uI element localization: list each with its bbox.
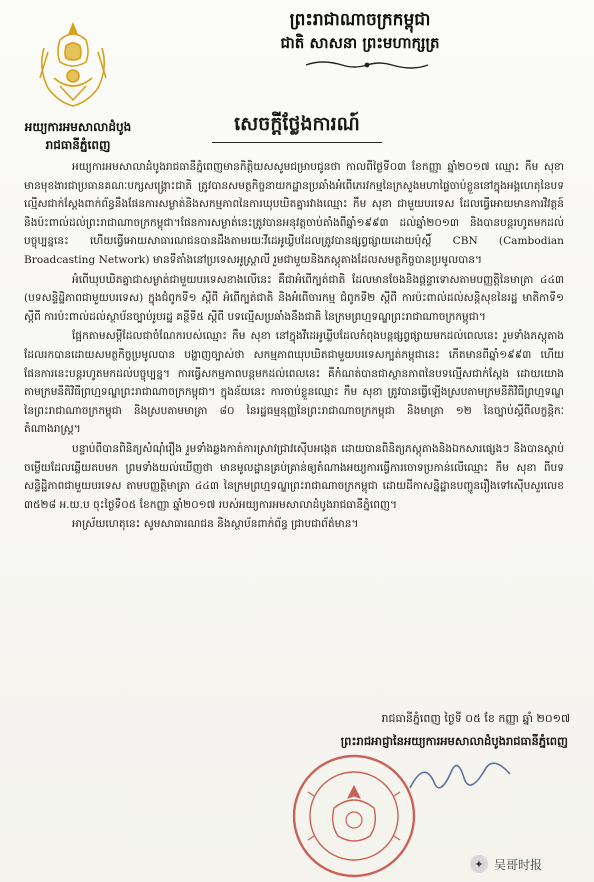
royal-emblem-icon [30,18,116,110]
paragraph: ផ្អែកតាមសម្តីដែលជាចំណែករបស់ឈ្មោះ កឹម សុខា នៅក្នុងវីដេអូឃ្លីបដែលកំពុងបន្តផ្សព្វផ្សាយមកដល់ពេលនេះ រួមទាំងភស្តុតាងដែលរកបានដោយសមត្ថកិច្ចប្រមូលបាន បង្ហាញច្បាស់ថា សកម្មភាពឃុបឃិតជាមួយបរទេសក្បត់កម្ពុជានេះ កើតមានពីឆ្នាំ១៩៩៣ ហើយផែនការនេះបន្តរហូតមកដល់បច្ចុប្បន្ន។ ការធ្វើសកម្មភាពបន្តមកដល់ពេលនេះ គឺកំណត់បានជាស្ថានភាពនៃបទល្មើសជាក់ស្តែង ដោយយោងតាមក្រមនីតិវិធីព្រហ្មទណ្ឌព្រះរាជាណាចក្រកម្ពុជា។ ក្នុងន័យនេះ ការចាប់ខ្លួនឈ្មោះ កឹម សុខា ត្រូវបានធ្វើឡើងស្របតាមក្រមនីតិវិធីព្រហ្មទណ្ឌនៃព្រះរាជាណាចក្រកម្ពុជា និងស្របតាមមាត្រា ៨០ នៃរដ្ឋធម្មនុញ្ញនៃព្រះរាជាណាចក្រកម្ពុជា និងមាត្រា ១២ នៃច្បាប់ស្តីពីលក្ខន្តិកៈតំណាងរាស្ត្រ។ [24,330,564,436]
signatory-title: ព្រះរាជអាជ្ញានៃអយ្យការអមសាលាដំបូងរាជធានីភ្នំពេញ [340,734,568,748]
office-name-line2: រាជធានីភ្នំពេញ [45,138,111,152]
handwritten-signature-icon [400,748,520,808]
date-line: រាជធានីភ្នំពេញ ថ្ងៃទី ០៥ ខែ កញ្ញា ឆ្នាំ ២០១៧ [381,712,570,725]
watermark [470,852,590,876]
paragraph: អាស្រ័យហេតុនេះ សូមសាធារណជន និងស្ថាប័នពាក់ព័ន្ធ ជ្រាបជាព័ត៌មាន។ [72,518,359,531]
paragraph: អំពើឃុបឃិតគ្នាជាសម្ងាត់ជាមួយបរទេសខាងលើនេះ គឺជាអំពើក្បត់ជាតិ ដែលមានចែងនិងផ្តន្ទាទោសតាមបញ្ញត្តិនៃមាត្រា ៤៤៣ (បទសន្ទិដ្ឋិភាពជាមួយបរទេស) ក្នុងជំពូកទី១ ស្តីពី អំពើក្បត់ជាតិ និងអំពើចារកម្ម ជំពូកទី២ ស្តីពី ការប៉ះពាល់ដល់សន្តិសុខនៃរដ្ឋ មាតិកាទី១ ស្តីពី ការប៉ះពាល់ដល់ស្ថាប័នច្បាប់រូបរដ្ឋ គន្ថីទី៥ ស្តីពី បទល្មើសប្រឆាំងនឹងជាតិ នៃក្រមព្រហ្មទណ្ឌព្រះរាជាណាចក្រកម្ពុជា។ [24,273,564,323]
kingdom-heading [180,8,540,54]
watermark-text: 吴哥时报 [494,857,543,872]
national-motto: ជាតិ សាសនា ព្រះមហាក្សត្រ [280,34,440,52]
page-title: សេចក្តីថ្លែងការណ៍ [212,112,382,143]
paragraph: អយ្យការអមសាលាដំបូងរាជធានីភ្នំពេញមានកិត្តិយសសូមជម្រាបជូនថា កាលពីថ្ងៃទី០៣ ខែកញ្ញា ឆ្នាំ២០១៧ ឈ្មោះ កឹម សុខា មានមុខងារជាប្រធានគណៈបក្សសង្គ្រោះជាតិ ត្រូវបានសមត្ថកិច្ចនាយកដ្ឋានប្រឆាំងអំពើភេរវកម្មនៃក្រសួងមហាផ្ទៃចាប់ខ្លួននៅក្នុងអង្គហេតុនៃបទល្មើសជាក់ស្តែងពាក់ព័ន្ធនឹងផែនការសម្ងាត់និងសកម្មភាពនៃការឃុបឃិតគ្នារវាងឈ្មោះ កឹម សុខា ជាមួយបរទេស ដែលធ្វើអោយមានការវិវត្តន៍និងប៉ះពាល់ដល់ព្រះរាជាណាចក្រកម្ពុជា។ផែនការសម្ងាត់នេះត្រូវបានអនុវត្តចាប់តាំងពីឆ្នាំ១៩៩៣ ដល់ឆ្នាំ២០១៣ និងបានបន្តរហូតមកដល់បច្ចុប្បន្ននេះ ហើយធ្វើអោយសាធារណជនបានដឹងតាមរយៈវីដេអូឃ្លីបដែលត្រូវបានផ្សព្វផ្សាយដោយប៉ុស្តិ៍ CBN (Cambodian Broadcasting Network) មានទីតាំងនៅប្រទេសអូស្ត្រាលី រួមជាមួយនិងភស្តុតាងដែលសមត្ថកិច្ចបានប្រមូលបាន។ [24,161,564,266]
paragraph: បន្ទាប់ពីបានពិនិត្យសំណុំរឿង រួមទាំងឆ្លងកាត់ការស្រាវជ្រាវស៊ើបអង្កេត ដោយបានពិនិត្យភស្តុតាងនិងឯកសារផ្សេងៗ និងបានស្តាប់ចម្លើយដែលឆ្លើយតបមក ព្រមទាំងយល់ឃើញថា មានមូលដ្ឋានគ្រប់គ្រាន់ឲ្យតំណាងអយ្យការធ្វើការចោទប្រកាន់លើឈ្មោះ កឹម សុខា ពីបទ សន្ទិដ្ឋិភាពជាមួយបរទេស តាមបញ្ញត្តិមាត្រា ៤៤៣ នៃក្រមព្រហ្មទណ្ឌព្រះរាជាណាចក្រកម្ពុជា ដោយដីកាសន្និដ្ឋានបញ្ជូនរឿងទៅស៊ើបសួរលេខ ៣៥២៨ អ.យ.ប ចុះថ្ងៃទី០៥ ខែកញ្ញា ឆ្នាំ២០១៧ របស់អយ្យការអមសាលាដំបូងរាជធានីភ្នំពេញ។ [24,442,564,511]
office-name-line1: អយ្យការអមសាលាដំបូង [24,120,132,134]
kingdom-name: ព្រះរាជាណាចក្រកម្ពុជា [289,10,431,30]
issuing-office [8,118,148,154]
ornamental-divider-icon [302,58,432,72]
statement-body [24,158,564,535]
wechat-icon: ✦ [470,855,488,873]
